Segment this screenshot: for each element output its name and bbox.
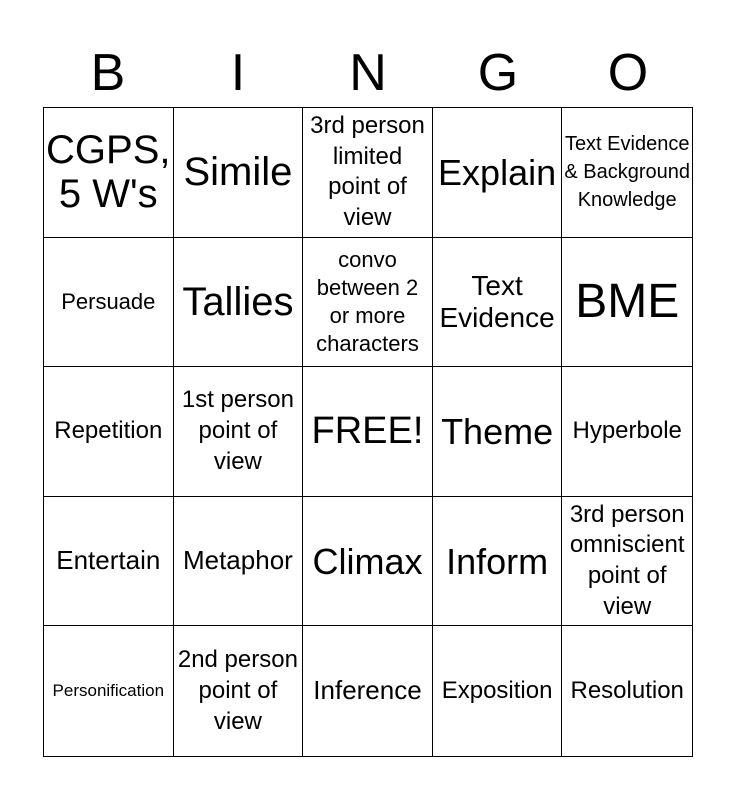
bingo-cell: 3rd person limited point of view — [303, 108, 433, 238]
bingo-cell: Hyperbole — [562, 367, 692, 497]
bingo-cell: Resolution — [570, 676, 684, 704]
bingo-board — [43, 107, 693, 757]
header-letter-b: B — [90, 44, 126, 102]
bingo-cell: CGPS, 5 W's — [44, 108, 174, 238]
header-letter-i: I — [230, 44, 246, 102]
bingo-cell: Repetition — [44, 367, 174, 497]
bingo-cell: Exposition — [433, 626, 563, 756]
header-letter-o: O — [607, 44, 649, 102]
bingo-cell: Explain — [433, 108, 563, 238]
bingo-cell: convo between 2 or more characters — [303, 238, 433, 368]
bingo-cell: Text Evidence & Background Knowledge — [562, 108, 692, 238]
bingo-cell: Tallies — [174, 238, 304, 368]
bingo-cell: Climax — [303, 497, 433, 627]
bingo-cell: Persuade — [44, 238, 174, 368]
bingo-cell: Personification — [44, 626, 174, 756]
bingo-cell: Inform — [433, 497, 563, 627]
bingo-cell: 2nd person point of view — [174, 626, 304, 756]
free-space: FREE! — [303, 367, 433, 497]
bingo-cell: Metaphor — [174, 497, 304, 627]
bingo-cell: Text Evidence — [433, 238, 563, 368]
bingo-cell: Entertain — [44, 497, 174, 627]
header-letter-g: G — [477, 44, 519, 102]
header-letter-n: N — [349, 44, 387, 102]
bingo-cell: Inference — [303, 626, 433, 756]
bingo-cell: Simile — [174, 108, 304, 238]
bingo-cell: 3rd person omniscient point of view — [562, 497, 692, 627]
bingo-cell: Theme — [433, 367, 563, 497]
bingo-cell: BME — [562, 238, 692, 368]
bingo-cell: 1st person point of view — [174, 367, 304, 497]
bingo-header — [43, 40, 693, 106]
